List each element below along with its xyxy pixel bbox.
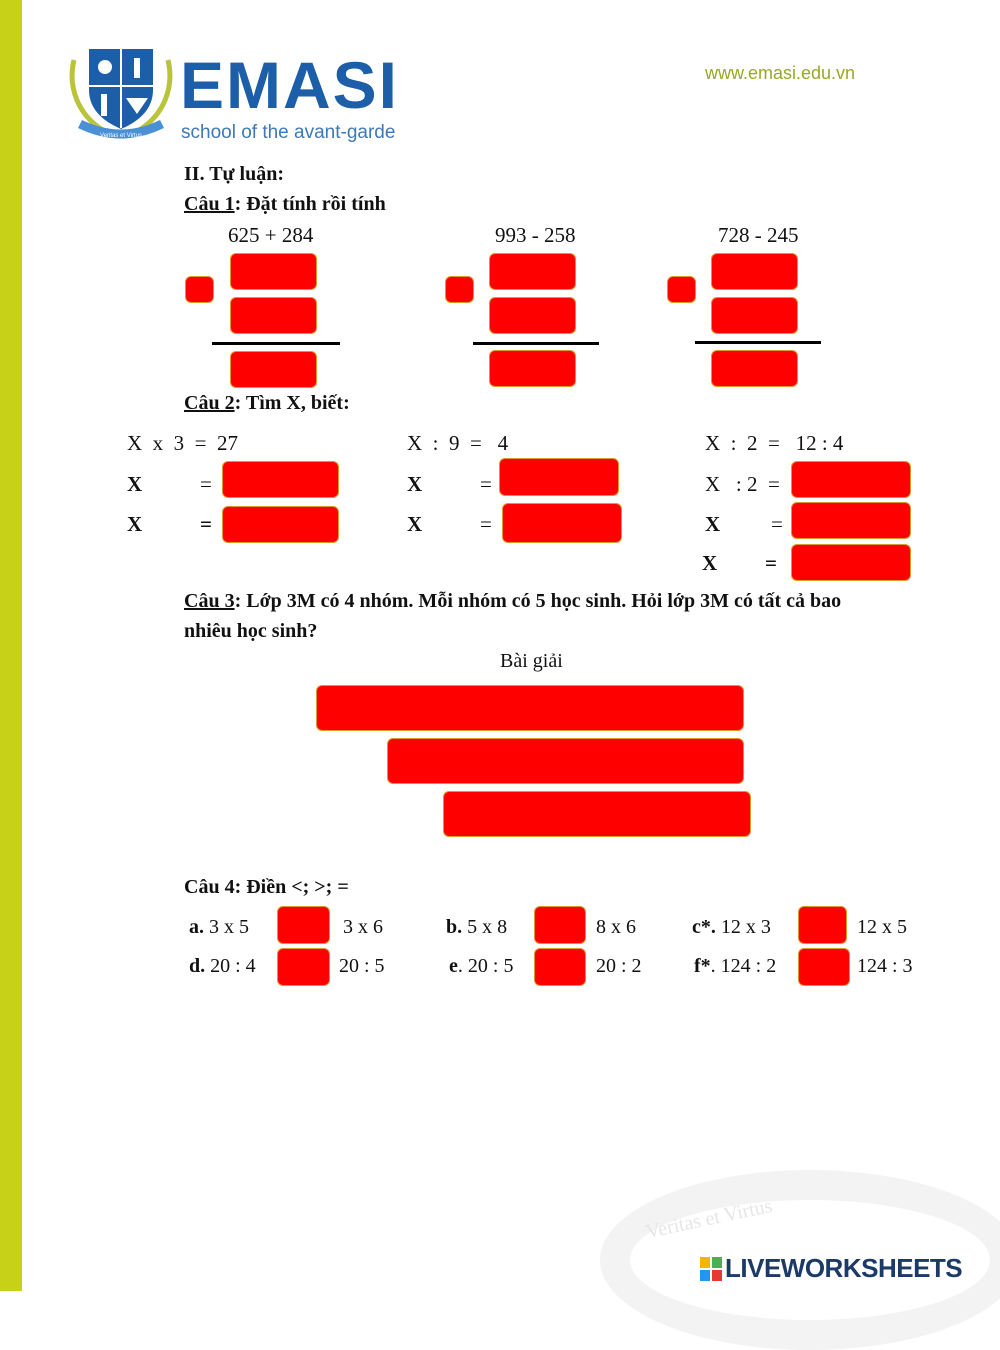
q4-item-e-answer-box[interactable] <box>534 948 586 986</box>
q2-label: Câu 2 <box>184 392 235 414</box>
q3-text-line2: nhiêu học sinh? <box>184 620 318 642</box>
website-url: www.emasi.edu.vn <box>705 63 856 83</box>
q4-item-a-answer-box[interactable] <box>277 906 330 944</box>
school-crest-icon <box>66 40 176 140</box>
q2-p3-eq-3: = <box>765 551 777 575</box>
section-title: II. Tự luận: <box>184 163 285 185</box>
q1-operand1-box-1[interactable] <box>230 253 317 290</box>
logo-tagline: school of the avant-garde <box>181 122 396 143</box>
q2-p3-answer-box-3[interactable] <box>791 544 911 581</box>
q3-answer-box-2[interactable] <box>387 738 744 784</box>
logo-name: EMASI <box>180 48 400 122</box>
q3-label: Câu 3 <box>184 590 235 612</box>
q2-p2-eq-1: = <box>480 472 492 496</box>
q2-p3-answer-box-1[interactable] <box>791 461 911 498</box>
q2-p1-eq-2: = <box>200 512 212 536</box>
q2-p3-x-2: X <box>705 512 721 536</box>
q4-item-f-label: f* <box>694 955 711 977</box>
q4-item-c-left: 12 x 3 <box>715 916 771 938</box>
q2-p1-eq-1: = <box>200 472 212 496</box>
q2-p3-x-3: X <box>702 551 718 575</box>
q1-label: Câu 1 <box>184 193 235 215</box>
q4-item-f-answer-box[interactable] <box>798 948 850 986</box>
q1-text: : Đặt tính rồi tính <box>234 193 386 215</box>
q2-p2-answer-box-1[interactable] <box>499 458 619 496</box>
q3-answer-box-1[interactable] <box>316 685 744 731</box>
q4-item-d-answer-box[interactable] <box>277 948 330 986</box>
q2-p3-equation: X : 2 = 12 : 4 <box>705 431 844 455</box>
q2-p1-answer-box-1[interactable] <box>222 461 339 498</box>
q4-item-a-right: 3 x 6 <box>343 916 383 938</box>
q3-text: : Lớp 3M có 4 nhóm. Mỗi nhóm có 5 học sinh. Hỏi lớp 3M có tất cả bao <box>234 590 842 612</box>
q2-p2-answer-box-2[interactable] <box>502 503 622 543</box>
q3-heading <box>184 590 841 613</box>
q1-sign-box-3[interactable] <box>667 276 696 303</box>
q4-item-a <box>189 916 249 939</box>
q1-operand2-box-3[interactable] <box>711 297 798 334</box>
q4-item-b-right: 8 x 6 <box>596 916 636 938</box>
q1-operand1-box-2[interactable] <box>489 253 576 290</box>
q4-item-c <box>692 916 771 939</box>
q4-item-d <box>189 955 256 978</box>
q4-item-d-right: 20 : 5 <box>339 955 385 977</box>
q4-item-e-left: . 20 : 5 <box>457 955 514 977</box>
q4-item-b-left: 5 x 8 <box>462 916 508 938</box>
q1-result-box-2[interactable] <box>489 350 576 387</box>
q2-p3-answer-box-2[interactable] <box>791 502 911 539</box>
q2-p3-equation-2: X : 2 = <box>705 472 780 496</box>
q1-problem-3: 728 - 245 <box>718 223 799 247</box>
q1-problem-2: 993 - 258 <box>495 223 576 247</box>
q4-item-b-label: b. <box>446 916 463 938</box>
solution-title: Bài giải <box>500 650 563 672</box>
q1-operand1-box-3[interactable] <box>711 253 798 290</box>
q4-item-a-label: a. <box>189 916 204 938</box>
liveworksheets-brand: LIVEWORKSHEETS <box>725 1253 963 1283</box>
q1-result-box-3[interactable] <box>711 350 798 387</box>
q4-item-b <box>446 916 507 939</box>
q1-result-box-1[interactable] <box>230 351 317 388</box>
crest-motto: Veritas et Virtus <box>100 133 142 139</box>
q4-item-e-right: 20 : 2 <box>596 955 642 977</box>
sidebar-strip <box>0 0 22 1291</box>
q1-divider-3 <box>695 341 821 344</box>
q2-p1-answer-box-2[interactable] <box>222 506 339 543</box>
q2-text: : Tìm X, biết: <box>234 392 350 414</box>
watermark-motto: Veritas et Virtus <box>644 1194 775 1244</box>
liveworksheets-logo-icon <box>700 1257 722 1281</box>
q4-item-e-label: e <box>449 955 458 977</box>
q4-item-c-label: c*. <box>692 916 716 938</box>
q1-problem-1: 625 + 284 <box>228 223 314 247</box>
q4-item-f-right: 124 : 3 <box>857 955 913 977</box>
q4-item-d-left: 20 : 4 <box>205 955 256 977</box>
q1-divider-1 <box>212 342 340 345</box>
q2-p1-x-2: X <box>127 512 143 536</box>
q2-p3-eq-2: = <box>771 512 783 536</box>
q4-item-f-left: . 124 : 2 <box>710 955 777 977</box>
q1-sign-box-1[interactable] <box>185 276 214 303</box>
q4-item-a-left: 3 x 5 <box>204 916 249 938</box>
q3-answer-box-3[interactable] <box>443 791 751 837</box>
q4-item-c-right: 12 x 5 <box>857 916 907 938</box>
q2-p1-equation: X x 3 = 27 <box>127 431 239 455</box>
q4-heading: Câu 4: Điền <; >; = <box>184 876 349 898</box>
q2-heading <box>184 392 350 415</box>
q1-divider-2 <box>473 342 599 345</box>
q4-item-d-label: d. <box>189 955 206 977</box>
q4-item-c-answer-box[interactable] <box>798 906 847 944</box>
q2-p2-eq-2: = <box>480 512 492 536</box>
q1-sign-box-2[interactable] <box>445 276 474 303</box>
q2-p2-x-1: X <box>407 472 423 496</box>
q2-p1-x-1: X <box>127 472 143 496</box>
q2-p2-x-2: X <box>407 512 423 536</box>
q4-item-e <box>449 955 513 978</box>
q1-operand2-box-1[interactable] <box>230 297 317 334</box>
q2-p2-equation: X : 9 = 4 <box>407 431 509 455</box>
q1-heading <box>184 193 386 216</box>
q4-item-f <box>694 955 776 978</box>
q1-operand2-box-2[interactable] <box>489 297 576 334</box>
q4-item-b-answer-box[interactable] <box>534 906 586 944</box>
